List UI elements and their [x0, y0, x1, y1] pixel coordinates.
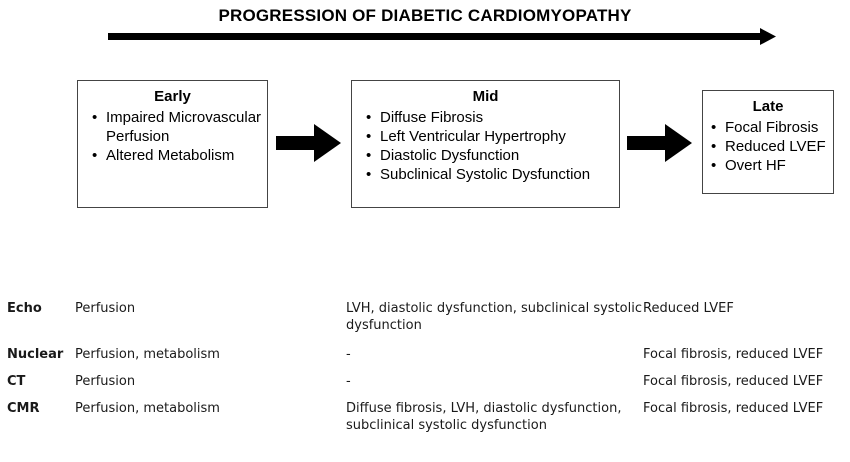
late-cell: Reduced LVEF [643, 301, 734, 316]
early-cell: Perfusion [75, 301, 136, 316]
late-cell: Focal fibrosis, reduced LVEF [643, 374, 824, 389]
mid-cell: - [346, 374, 351, 389]
stage-list-early [78, 108, 267, 165]
early-cell: Perfusion, metabolism [75, 347, 220, 362]
list-item: • Subclinical Systolic Dysfunction [366, 165, 619, 184]
mid-cell: Diffuse fibrosis, LVH, diastolic dysfunction, subclinical systolic dysfunction [346, 401, 622, 433]
modality-cell: CT [7, 374, 26, 389]
list-item: • Impaired Microvascular Perfusion [92, 108, 267, 146]
list-item: • Altered Metabolism [92, 146, 267, 165]
list-item: • Overt HF [711, 156, 833, 175]
stage-list-late [703, 118, 833, 175]
stage-title-late: Late [752, 98, 784, 115]
diagram-title: PROGRESSION OF DIABETIC CARDIOMYOPATHY [218, 6, 632, 25]
stage-box-early [77, 80, 268, 208]
list-item: • Diastolic Dysfunction [366, 146, 619, 165]
modality-cell: Nuclear [7, 347, 64, 362]
early-cell: Perfusion [75, 374, 136, 389]
mid-cell: - [346, 347, 351, 362]
stage-box-late [702, 90, 834, 194]
list-item: • Focal Fibrosis [711, 118, 833, 137]
progression-arrow [108, 28, 776, 45]
stage-title-mid: Mid [472, 88, 499, 105]
early-cell: Perfusion, metabolism [75, 401, 220, 416]
late-cell: Focal fibrosis, reduced LVEF [643, 347, 824, 362]
late-cell: Focal fibrosis, reduced LVEF [643, 401, 824, 416]
list-item: • Diffuse Fibrosis [366, 108, 619, 127]
arrow-mid-to-late [627, 124, 692, 162]
modality-cell: Echo [7, 301, 42, 316]
arrow-early-to-mid [276, 124, 341, 162]
modality-cell: CMR [7, 401, 40, 416]
stage-title-early: Early [154, 88, 191, 105]
list-item: • Reduced LVEF [711, 137, 833, 156]
stage-box-mid [351, 80, 620, 208]
mid-cell: LVH, diastolic dysfunction, subclinical systolic dysfunction [346, 301, 642, 333]
list-item: • Left Ventricular Hypertrophy [366, 127, 619, 146]
stage-list-mid [352, 108, 619, 184]
